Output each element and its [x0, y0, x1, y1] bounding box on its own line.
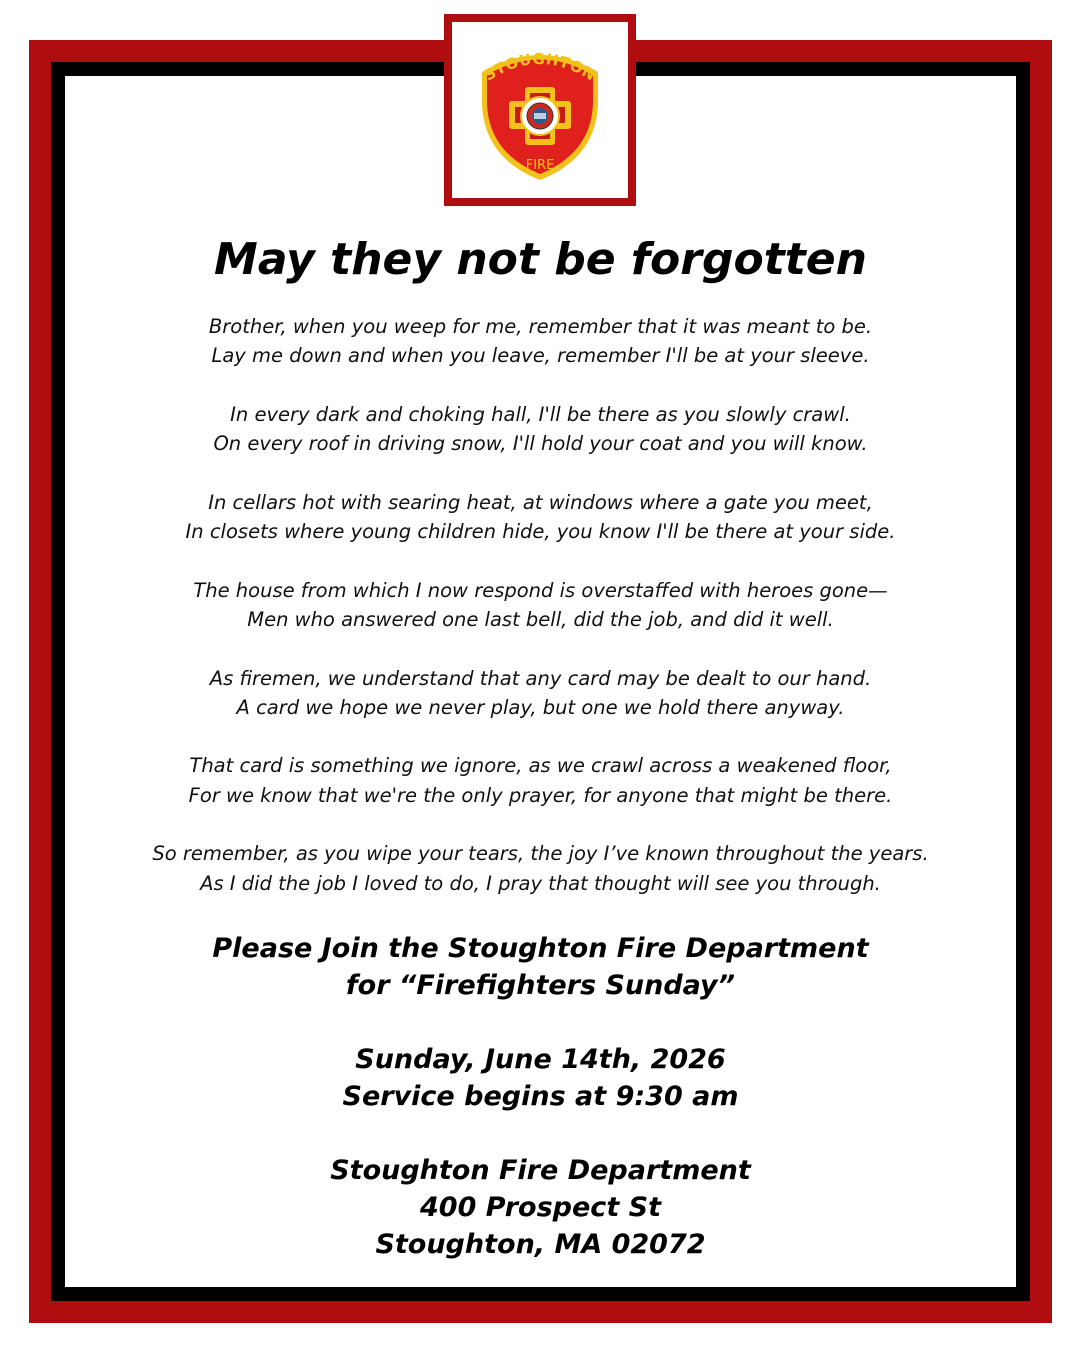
- poem-line: As firemen, we understand that any card may be dealt to our hand.: [209, 666, 872, 690]
- venue-name: Stoughton Fire Department: [330, 1155, 751, 1186]
- poem-line: The house from which I now respond is overstaffed with heroes gone—: [193, 578, 888, 602]
- poem-line: In closets where young children hide, you know I'll be there at your side.: [185, 520, 896, 544]
- poem-stanza: [65, 839, 1016, 898]
- logo-background: [452, 22, 628, 198]
- event-announcement: [65, 930, 1016, 1263]
- poem-stanza: [65, 664, 1016, 723]
- poem-line: So remember, as you wipe your tears, the joy I’ve known throughout the years.: [152, 842, 929, 866]
- event-date: Sunday, June 14th, 2026: [355, 1044, 726, 1075]
- spacer: [65, 1115, 1016, 1152]
- poem-line: In every dark and choking hall, I'll be there as you slowly crawl.: [230, 402, 851, 426]
- venue-street: 400 Prospect St: [420, 1192, 661, 1223]
- poem-line: A card we hope we never play, but one we hold there anyway.: [236, 695, 845, 719]
- poem-line: As I did the job I loved to do, I pray that thought will see you through.: [200, 871, 881, 895]
- logo-frame: [444, 14, 636, 206]
- poem-line: Brother, when you weep for me, remember that it was meant to be.: [208, 315, 873, 338]
- stoughton-fire-badge-icon: [476, 46, 604, 182]
- poem-line: Lay me down and when you leave, remember I'll be at your sleeve.: [211, 344, 870, 368]
- poem-stanza: [65, 312, 1016, 371]
- poem-line: Men who answered one last bell, did the job, and did it well.: [247, 607, 834, 631]
- logo-top-text: STOUGHTON: [480, 49, 600, 85]
- poem-stanza: [65, 488, 1016, 547]
- invitation-line: Please Join the Stoughton Fire Department: [212, 933, 869, 964]
- poem-line: On every roof in driving snow, I'll hold your coat and you will know.: [213, 432, 868, 456]
- venue-city: Stoughton, MA 02072: [375, 1229, 706, 1260]
- poem-stanza: [65, 576, 1016, 635]
- poem-stanza: [65, 751, 1016, 810]
- event-time: Service begins at 9:30 am: [342, 1081, 739, 1112]
- poem-line: For we know that we're the only prayer, for anyone that might be there.: [188, 783, 893, 807]
- page-title: May they not be forgotten: [214, 234, 867, 285]
- spacer: [65, 1004, 1016, 1041]
- poem-stanza: [65, 400, 1016, 459]
- logo-bottom-text: FIRE: [525, 158, 555, 173]
- poem-line: That card is something we ignore, as we crawl across a weakened floor,: [189, 754, 892, 778]
- poem-line: In cellars hot with searing heat, at windows where a gate you meet,: [208, 490, 873, 514]
- poem: [65, 312, 1016, 898]
- event-name: for “Firefighters Sunday”: [345, 970, 736, 1001]
